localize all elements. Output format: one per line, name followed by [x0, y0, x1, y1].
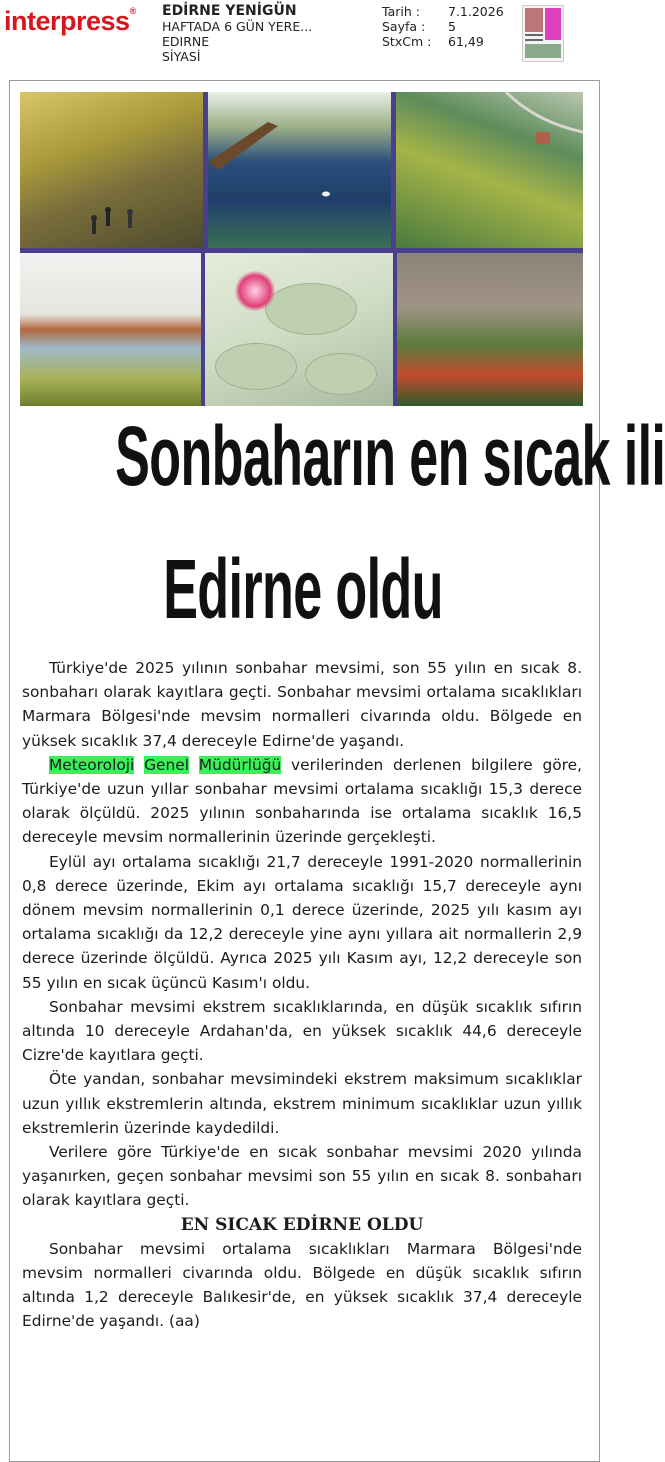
- photo-water-lily: [205, 253, 393, 406]
- publication-category: SİYASİ: [162, 49, 201, 64]
- headline-line-1: Sonbaharın en sıcak ili: [115, 409, 665, 503]
- headline-line-2: Edirne oldu: [163, 542, 443, 636]
- article-body: [22, 656, 582, 1334]
- subheading: EN SICAK EDİRNE OLDU: [180, 1214, 424, 1235]
- highlight-genel: Genel: [144, 755, 190, 774]
- page-thumbnail[interactable]: [522, 5, 564, 62]
- publication-frequency: HAFTADA 6 GÜN YERE...: [162, 19, 313, 34]
- paragraph-3: Eylül ayı ortalama sıcaklığı 21,7 dereceyle 1991-2020 normallerinin 0,8 derece üzerinde, Ekim ayı ortalama sıcaklığı 15,7 dereceyle aynı dönem mevsim normallerinin 0,1 derece üzerinde, 2025 yılı kasım ayı ortalama sıcaklığı da 12,2 dereceyle yine aynı yıllara ait normallerin 2,9 derece üzerinde ölçüldü. Ayrıca 2025 yılı Kasım ayı, 12,2 dereceyle son 55 yılın en sıcak üçüncü Kasım'ı oldu.: [22, 852, 582, 992]
- paragraph-2: Meteoroloji Genel Müdürlüğü verilerinden derlenen bilgilere göre, Türkiye'de uzun yıllar sonbahar mevsimi ortalama sıcaklığı 15,3 derece olarak ölçüldü. 2025 yılının sonbaharında ise ortalama sıcaklık 16,5 dereceyle mevsim normallerinin üzerinde gerçekleşti.: [22, 755, 582, 847]
- photo-forest-walkway: [20, 92, 203, 248]
- paragraph-7: Sonbahar mevsimi ortalama sıcaklıkları Marmara Bölgesi'nde mevsim normalleri civarında oldu. Bölgede en düşük sıcaklık sıfırın altında 1,2 dereceyle Balıkesir'de, en yüksek sıcaklık 37,4 dereceyle Edirne'de yaşandı. (aa): [22, 1239, 582, 1331]
- page-label: Sayfa :: [382, 19, 426, 34]
- clipping-header: [0, 0, 606, 70]
- photo-canyon-autumn: [397, 253, 583, 406]
- highlight-mudurlugu: Müdürlüğü: [198, 755, 282, 774]
- publication-city: EDIRNE: [162, 34, 210, 49]
- publication-info: [162, 4, 312, 64]
- highlight-meteoroloji: Meteoroloji: [49, 755, 135, 774]
- interpress-logo: interpress®: [4, 6, 136, 36]
- photo-lakeshore-hills: [20, 253, 201, 406]
- clipping-meta: [382, 4, 504, 49]
- date-label: Tarih :: [382, 4, 420, 19]
- photo-hillside-aerial: [396, 92, 583, 248]
- photo-lake-boardwalk: [208, 92, 391, 248]
- page-value: 5: [448, 19, 456, 34]
- paragraph-6: Verilere göre Türkiye'de en sıcak sonbahar mevsimi 2020 yılında yaşanırken, geçen sonbahar mevsimi son 55 yılın en sıcak 8. sonbaharı olarak kayıtlara geçti.: [22, 1143, 582, 1210]
- stxcm-label: StxCm :: [382, 34, 432, 49]
- paragraph-4: Sonbahar mevsimi ekstrem sıcaklıklarında, en düşük sıcaklık sıfırın altında 10 dereceyle Ardahan'da, en yüksek sıcaklık 44,6 dereceyle Cizre'de kayıtlara geçti.: [22, 997, 582, 1065]
- date-value: 7.1.2026: [448, 4, 504, 19]
- photo-collage: [20, 92, 583, 406]
- stxcm-value: 61,49: [448, 34, 484, 49]
- publication-name: EDİRNE YENİGÜN: [162, 3, 297, 19]
- paragraph-5: Öte yandan, sonbahar mevsimindeki ekstrem maksimum sıcaklıklar uzun yıllık ekstremlerin altında, ekstrem minimum sıcaklıklar uzun yıllık ekstremlerin üzerinde kaydedildi.: [22, 1070, 582, 1137]
- paragraph-1: Türkiye'de 2025 yılının sonbahar mevsimi, son 55 yılın en sıcak 8. sonbaharı olarak kayıtlara geçti. Sonbahar mevsimi ortalama sıcaklıkları Marmara Bölgesi'nde mevsim normalleri civarında oldu. Bölgede en yüksek sıcaklık 37,4 dereceyle Edirne'de yaşandı.: [22, 659, 582, 750]
